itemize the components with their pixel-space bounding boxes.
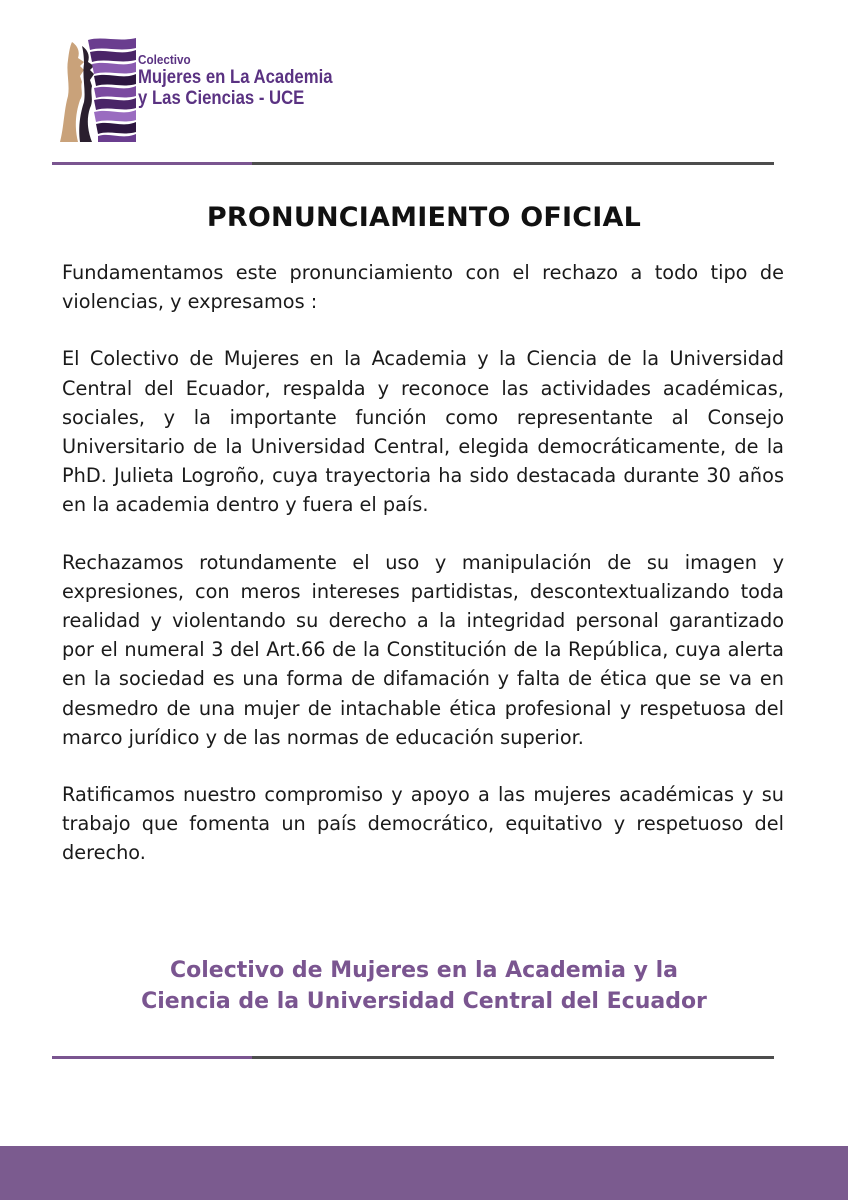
logo-text bbox=[138, 52, 359, 109]
signature-block bbox=[0, 955, 848, 1017]
top-divider bbox=[52, 162, 774, 165]
logo-line-2: Mujeres en La Academia bbox=[138, 67, 333, 88]
document-body bbox=[62, 258, 784, 896]
paragraph-ratification: Ratificamos nuestro compromiso y apoyo a las mujeres académicas y su trabajo que fomenta un país democrático, equitativo y respetuoso del derecho. bbox=[62, 783, 784, 865]
women-profiles-logo-icon bbox=[58, 36, 138, 146]
footer-bar bbox=[0, 1146, 848, 1200]
bottom-divider bbox=[52, 1056, 774, 1059]
divider-gray-segment bbox=[252, 1056, 774, 1059]
signature-line-2: Ciencia de la Universidad Central del Ecuador bbox=[141, 989, 707, 1014]
divider-accent-segment bbox=[52, 162, 252, 165]
logo-line-1: Colectivo bbox=[138, 52, 191, 67]
signature-line-1: Colectivo de Mujeres en la Academia y la bbox=[169, 958, 679, 983]
paragraph-intro: Fundamentamos este pronunciamiento con el rechazo a todo tipo de violencias, y expresamos : bbox=[62, 261, 784, 314]
paragraph-rejection: Rechazamos rotundamente el uso y manipulación de su imagen y expresiones, con meros intereses partidistas, descontextualizando toda realidad y violentando su derecho a la integridad personal garantizado por el numeral 3 del Art.66 de la Constitución de la República, cuya alerta en la sociedad es una forma de difamación y falta de ética que se va en desmedro de una mujer de intachable ética profesional y respetuosa del marco jurídico y de las normas de educación superior. bbox=[62, 550, 784, 749]
logo-line-3: y Las Ciencias - UCE bbox=[138, 88, 305, 109]
divider-gray-segment bbox=[252, 162, 774, 165]
collective-logo bbox=[58, 36, 338, 146]
divider-accent-segment bbox=[52, 1056, 252, 1059]
paragraph-support: El Colectivo de Mujeres en la Academia y la Ciencia de la Universidad Central del Ecuador, respalda y reconoce las actividades académicas, sociales, y la importante función como representante al Consejo Universitario de la Universidad Central, elegida democráticamente, de la PhD. Julieta Logroño, cuya trayectoria ha sido destacada durante 30 años en la academia dentro y fuera el país. bbox=[62, 347, 784, 517]
document-title: PRONUNCIAMIENTO OFICIAL bbox=[206, 202, 642, 233]
